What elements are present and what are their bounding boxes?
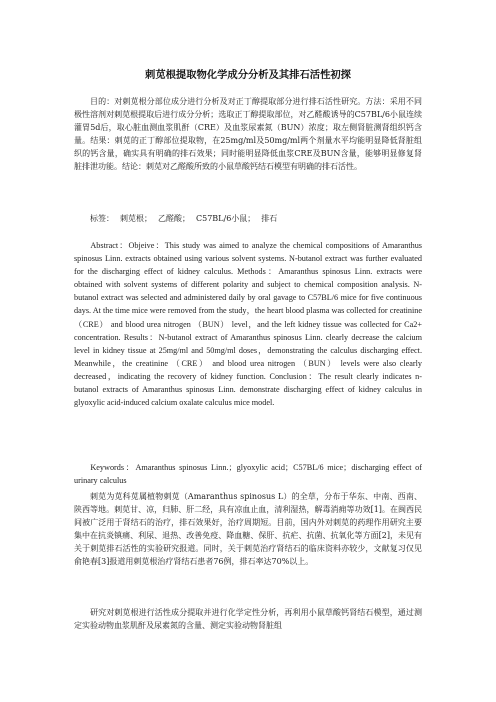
abstract-cn-text: 目的：对刺苋根分部位成分进行分析及对正丁醇提取部分进行排石活性研究。方法：采用不同极性溶剂对刺苋根提取后进行成分分析；选取正丁醇提取部位，对乙醛酸诱导的C57BL/6小鼠连续灌胃5d后，取心脏血测血浆肌酐（CRE）及血浆尿素氮（BUN）浓度；取左侧肾脏测肾组织钙含量。结果：刺苋的正丁醇部位提取物，在25mg/ml及50mg/ml两个剂量水平均能明显降低肾脏组织的钙含量，确实具有明确的排石效果；同时能明显降低血浆CRE及BUN含量，能够明显修复肾脏排泄功能。结论：刺苋对乙醛酸所致的小鼠草酸钙结石模型有明确的排石活性。: [74, 97, 422, 172]
chinese-keywords: [74, 212, 422, 225]
english-keywords: [74, 461, 422, 487]
keywords-en-text: Keywords：Amaranthus spinosus Linn.；glyoxylic acid；C57BL/6 mice；discharging effect of urinary calculus: [74, 463, 422, 486]
english-abstract: [74, 239, 422, 409]
intro-paragraph-1: 刺苋为苋科苋属植物刺苋（Amaranthus spinosus L）的全草，分布于华东、中南、西南、陕西等地。刺苋甘、凉，归肺、肝二经，具有凉血止血，清利湿热，解毒消痈等功效[1]。在闽西民间被广泛用于肾结石的治疗，排石效果好，治疗周期短。目前，国内外对刺苋的药理作用研究主要集中在抗炎镇痛、利尿、退热、改善免疫、降血糖、保肝、抗疟、抗菌、抗氧化等方面[2]，未见有关于刺苋排石活性的实验研究报道。同时，关于刺苋治疗肾结石的临床资料亦较少，文献复习仅见俞艳春[3]报道用刺苋根治疗肾结石患者76例，排石率达70%以上。: [74, 492, 422, 567]
abstract-en-text: Abstract：Objeive：This study was aimed to analyze the chemical compositions of Amaranthus spinosus Linn. extracts obtained using various solvent systems. N-butanol extract was further evaluated for the discharging effect of kidney calculus. Methods：Amaranthus spinosus Linn. extracts were obtained with solvent systems of different polarity and subject to chemical composition analysis. N-butanol extract was selected and administered daily by oral gavage to C57BL/6 mice for five continuous days. At the time mice were removed from the study，the heart blood plasma was collected for creatinine （CRE） and blood urea nitrogen （BUN） level，and the left kidney tissue was collected for Ca2+ concentration. Results：N-butanol extract of Amaranthus spinosus Linn. clearly decrease the calcium level in kidney tissue at 25mg/ml and 50mg/ml doses，demonstrating the calculus discharging effect. Meanwhile，the creatinine （CRE） and blood urea nitrogen （BUN） levels were also clearly decreased，indicating the recovery of kidney function. Conclusion：The result clearly indicates n-butanol extracts of Amaranthus spinosus Linn. demonstrate discharging effect of kidney calculus in glyoxylic acid-induced calcium oxalate calculus mice model.: [74, 241, 422, 408]
introduction-continued: [74, 606, 422, 632]
intro-paragraph-2: 研究对刺苋根进行活性成分提取并进行化学定性分析，再利用小鼠草酸钙肾结石模型，通过测定实验动物血浆肌酐及尿素氮的含量、测定实验动物肾脏组: [74, 608, 422, 631]
paper-title: 刺苋根提取物化学成分分析及其排石活性初探: [145, 69, 351, 81]
chinese-abstract: [74, 95, 422, 174]
keyword-cn-1: 刺苋根；: [120, 214, 152, 223]
keyword-cn-2: 乙醛酸；: [158, 214, 190, 223]
keyword-cn-3: C57BL/6小鼠；: [196, 214, 256, 223]
keyword-cn-4: 排石: [261, 214, 278, 223]
introduction: [74, 490, 422, 569]
keywords-cn-label: 标签：: [90, 214, 114, 223]
